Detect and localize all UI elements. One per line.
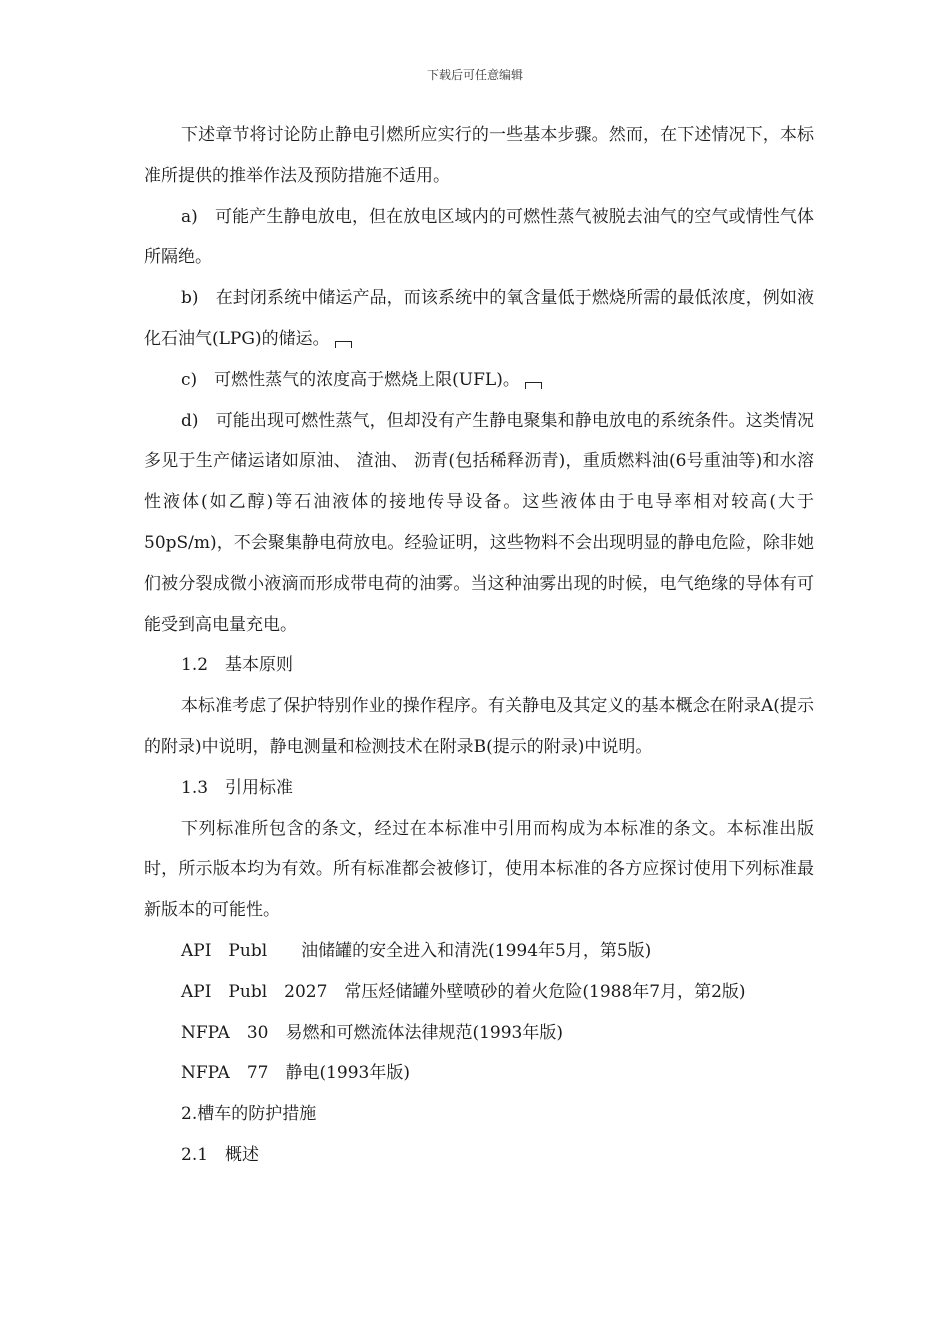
edit-mark-icon — [525, 382, 542, 389]
paragraph-references: 下列标准所包含的条文，经过在本标准中引用而构成为本标准的条文。本标准出版时，所示版本均为有效。所有标准都会被修订，使用本标准的各方应探讨使用下列标准最新版本的可能性。 — [144, 818, 814, 921]
section-heading-2: 2.槽车的防护措施 — [181, 1104, 317, 1125]
reference-item: API Publ 2027 常压烃储罐外壁喷砂的着火危险(1988年7月，第2版) — [181, 981, 746, 1002]
paragraph-item-d: d) 可能出现可燃性蒸气，但却没有产生静电聚集和静电放电的系统条件。这类情况多见于生产储运诸如原油、 渣油、 沥青(包括稀释沥青)，重质燃料油(6号重油等)和水溶性液体(如乙醇)等石油液体的接地传导设备。这些液体由于电导率相对较高(大于50pS/m)，不会聚集静电荷放电。经验证明，这些物料不会出现明显的静电危险，除非她们被分裂成微小液滴而形成带电荷的油雾。当这种油雾出现的时候，电气绝缘的导体有可能受到高电量充电。 — [144, 410, 814, 635]
paragraph-intro: 下述章节将讨论防止静电引燃所应实行的一些基本步骤。然而，在下述情况下，本标准所提供的推举作法及预防措施不适用。 — [144, 125, 814, 186]
paragraph-item-b: b) 在封闭系统中储运产品，而该系统中的氧含量低于燃烧所需的最低浓度，例如液化石油气(LPG)的储运。 — [144, 288, 814, 349]
section-heading-1-3: 1.3 引用标准 — [181, 777, 294, 798]
document-body — [144, 115, 814, 1176]
section-heading-1-2: 1.2 基本原则 — [181, 655, 294, 676]
reference-item: NFPA 77 静电(1993年版) — [181, 1063, 410, 1084]
paragraph-item-c: c) 可燃性蒸气的浓度高于燃烧上限(UFL)。 — [144, 360, 814, 401]
edit-mark-icon — [335, 341, 352, 348]
paragraph-item-a: a) 可能产生静电放电，但在放电区域内的可燃性蒸气被脱去油气的空气或情性气体所隔绝。 — [144, 206, 814, 268]
paragraph-principles: 本标准考虑了保护特别作业的操作程序。有关静电及其定义的基本概念在附录A(提示的附录)中说明，静电测量和检测技术在附录B(提示的附录)中说明。 — [144, 696, 814, 757]
reference-item: NFPA 30 易燃和可燃流体法律规范(1993年版) — [181, 1022, 563, 1043]
page-header: 下载后可任意编辑 — [426, 68, 523, 82]
section-heading-2-1: 2.1 概述 — [181, 1144, 260, 1165]
reference-item: API Publ 油储罐的安全进入和清洗(1994年5月，第5版) — [181, 940, 652, 961]
